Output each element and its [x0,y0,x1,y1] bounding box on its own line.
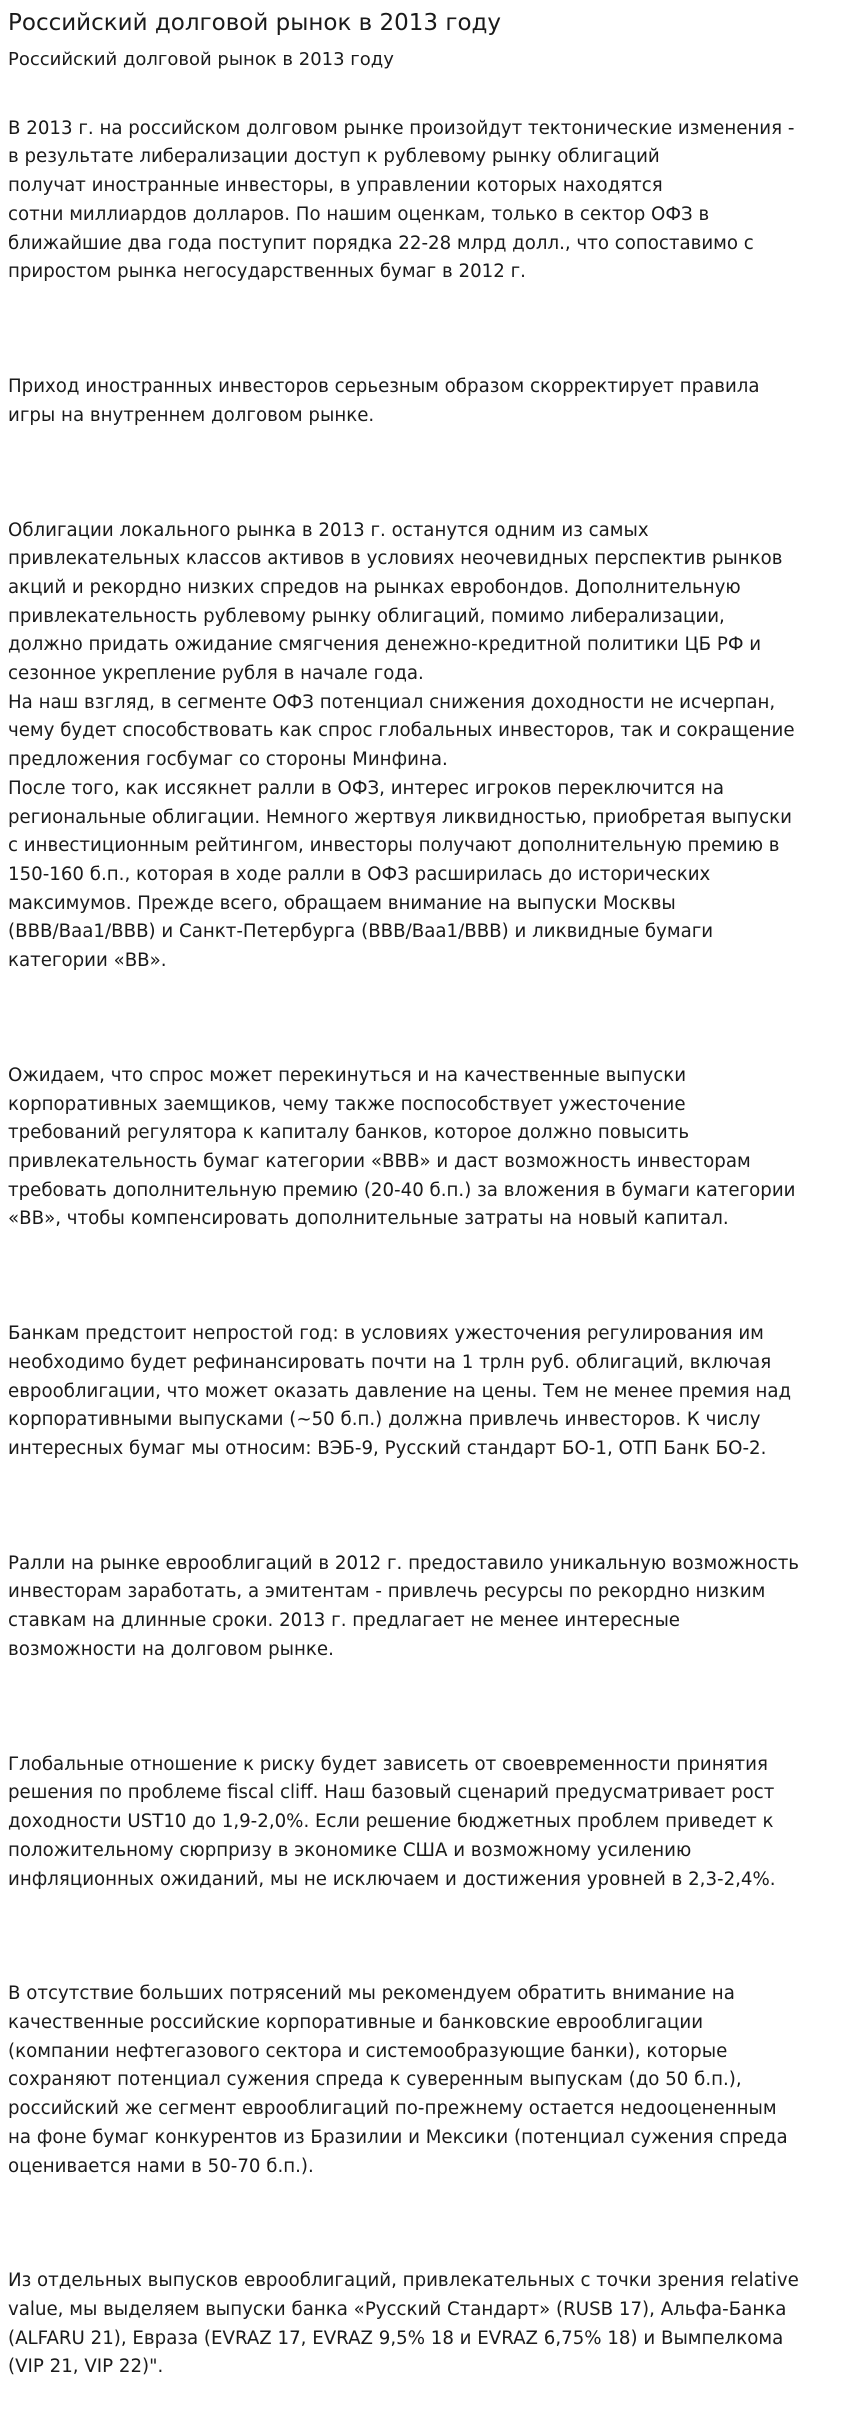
page-title: Российский долговой рынок в 2013 году [8,10,502,36]
paragraph-7: Глобальные отношение к риску будет зависеть от своевременности принятия решения по проблеме fiscal cliff. Наш базовый сценарий предусматривает рост доходности UST10 до 1,9-2,0%. Если решение бюджетных проблем приведет к положительному сюрпризу в экономике США и возможному усилению инфляционных ожиданий, мы не исключаем и достижения уровней в 2,3-2,4%. [8,1753,776,1890]
paragraph-9: Из отдельных выпусков еврооблигаций, привлекательных с точки зрения relative value, мы выделяем выпуски банка «Русский Стандарт» (RUSB 17), Альфа-Банка (ALFARU 21), Евраза (EVRAZ 17, EVRAZ 9,5% 18 и EVRAZ 6,75% 18) и Вымпелкома (VIP 21, VIP 22)". [8,2270,799,2378]
paragraph-4: Ожидаем, что спрос может перекинуться и на качественные выпуски корпоративных заемщиков, чему также поспособствует ужесточение требований регулятора к капиталу банков, которое должно повысить привлекательность бумаг категории «ВВВ» и даст возможность инвесторам требовать дополнительную премию (20-40 б.п.) за вложения в бумаги категории «ВВ», чтобы компенсировать дополнительные затраты на новый капитал. [8,1064,796,1230]
paragraph-gap [8,1923,841,1952]
paragraph-gap [8,459,841,488]
paragraph-gap [8,1004,841,1033]
paragraph-6: Ралли на рынке еврооблигаций в 2012 г. предоставило уникальную возможность инвесторам заработать, а эмитентам - привлечь ресурсы по рекордно низким ставкам на длинные сроки. 2013 г. предлагает не менее интересные возможности на долговом рынке. [8,1552,800,1660]
paragraph-gap [8,1492,841,1521]
page-subtitle: Российский долговой рынок в 2013 году [8,49,394,70]
paragraph-gap [8,316,841,345]
paragraph-1: В 2013 г. на российском долговом рынке произойдут тектонические изменения - в результате либерализации доступ к рублевому рынку облигаций получат иностранные инвесторы, в управлении которых находятся сотни миллиардов долларов. По нашим оценкам, только в сектор ОФЗ в ближайшие два года поступит порядка 22-28 млрд долл., что сопоставимо с приростом рынка негосударственных бумаг в 2012 г. [8,117,795,283]
paragraph-8: В отсутствие больших потрясений мы рекомендуем обратить внимание на качественные российские корпоративные и банковские еврооблигации (компании нефтегазового сектора и системообразующие банки), которые сохраняют потенциал сужения спреда к суверенным выпускам (до 50 б.п.), российский же сегмент еврооблигаций по-прежнему остается недооцененным на фоне бумаг конкурентов из Бразилии и Мексики (потенциал сужения спреда оценивается нами в 50-70 б.п.). [8,1983,788,2177]
paragraph-2: Приход иностранных инвесторов серьезным образом скорректирует правила игры на внутреннем долговом рынке. [8,376,760,426]
paragraph-gap [8,2210,841,2239]
paragraph-5: Банкам предстоит непростой год: в условиях ужесточения регулирования им необходимо будет рефинансировать почти на 1 трлн руб. облигаций, включая еврооблигации, что может оказать давление на цены. Тем не менее премия над корпоративными выпусками (~50 б.п.) должна привлечь инвесторов. К числу интересных бумаг мы относим: ВЭБ-9, Русский стандарт БО-1, ОТП Банк БО-2. [8,1323,792,1459]
paragraph-gap [8,1263,841,1292]
paragraph-gap [8,1693,841,1722]
paragraph-3: Облигации локального рынка в 2013 г. останутся одним из самых привлекательных классов активов в условиях неочевидных перспектив рынков акций и рекордно низких спредов на рынках евробондов. Дополнительную привлекательность рублевому рынку облигаций, помимо либерализации, должно придать ожидание смягчения денежно-кредитной политики ЦБ РФ и сезонное укрепление рубля в начале года. На наш взгляд, в сегменте ОФЗ потенциал снижения доходности не исчерпан, чему будет способствовать как спрос глобальных инвесторов, так и сокращение предложения госбумаг со стороны Минфина. После того, как иссякнет ралли в ОФЗ, интерес игроков переключится на региональные облигации. Немного жертвуя ликвидностью, приобретая выпуски с инвестиционным рейтингом, инвесторы получают дополнительную премию в 150-160 б.п., которая в ходе ралли в ОФЗ расширилась до исторических максимумов. Прежде всего, обращаем внимание на выпуски Москвы (BBB/Baa1/BBB) и Санкт-Петербурга (BBB/Baa1/BBB) и ликвидные бумаги категории «ВВ». [8,519,795,972]
article-body [8,86,841,2411]
